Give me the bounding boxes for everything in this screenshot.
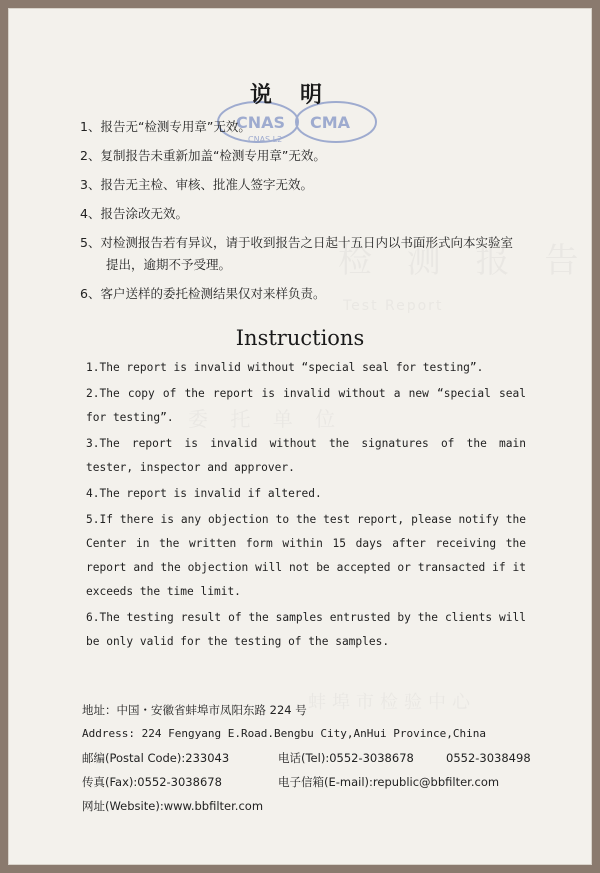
en-item-4: 4.The report is invalid if altered. xyxy=(86,487,322,500)
email: 电子信箱(E-mail):republic@bbfilter.com xyxy=(278,775,500,789)
cn-item-5: 5、对检测报告若有异议，请于收到报告之日起十五日内以书面形式向本实验室 提出，逾期不予受理。 xyxy=(80,235,513,272)
en-item-6: 6.The testing result of the samples entrusted by the clients will be only valid for the testing of the samples. xyxy=(86,611,526,648)
cn-item-4: 4、报告涂改无效。 xyxy=(80,206,188,221)
seal-sub-text: CNAS L2 xyxy=(248,135,283,144)
chinese-instructions-list xyxy=(80,116,550,312)
website: 网址(Website):www.bbfilter.com xyxy=(82,799,264,813)
show-through-text: Test Report xyxy=(343,298,444,314)
contact-footer xyxy=(82,698,552,818)
en-item-3: 3.The report is invalid without the signatures of the main tester, inspector and approver. xyxy=(86,437,526,474)
cn-item-3: 3、报告无主检、审核、批准人签字无效。 xyxy=(80,177,313,192)
telephone-2: 0552-3038498 xyxy=(446,751,531,765)
fax-email-row xyxy=(82,770,552,794)
chinese-heading: 说明 xyxy=(249,83,350,108)
document-page xyxy=(8,8,592,865)
en-item-2: 2.The copy of the report is invalid without a new “special seal for testing”. xyxy=(86,387,526,424)
cn-item-6: 6、客户送样的委托检测结果仅对来样负责。 xyxy=(80,286,326,301)
fax: 传真(Fax):0552-3038678 xyxy=(82,775,222,789)
postal-tel-row xyxy=(82,746,552,770)
show-through-text: 检 测 报 告 xyxy=(338,241,591,281)
seal-right-text: CMA xyxy=(310,113,351,132)
postal-code: 邮编(Postal Code):233043 xyxy=(82,751,230,765)
en-item-1: 1.The report is invalid without “special seal for testing”. xyxy=(86,361,484,374)
cn-item-1: 1、报告无“检测专用章”无效。 xyxy=(80,119,251,134)
en-item-5: 5.If there is any objection to the test report, please notify the Center in the written form within 15 days after receiving the report and the objection will not be accepted or transacted if it exceeds the time limit. xyxy=(86,513,526,598)
english-heading: Instructions xyxy=(235,326,365,350)
english-instructions-list xyxy=(86,356,526,656)
address-cn: 地址：中国・安徽省蚌埠市凤阳东路 224 号 xyxy=(82,703,307,717)
show-through-text: 蚌埠市检验中心 xyxy=(308,692,476,713)
seal-left-text: CNAS xyxy=(236,113,286,132)
telephone: 电话(Tel):0552-3038678 xyxy=(278,751,414,765)
show-through-text: 委 托 单 位 xyxy=(188,407,344,431)
cn-item-2: 2、复制报告未重新加盖“检测专用章”无效。 xyxy=(80,148,326,163)
address-en: Address: 224 Fengyang E.Road.Bengbu City,AnHui Province,China xyxy=(82,727,486,740)
